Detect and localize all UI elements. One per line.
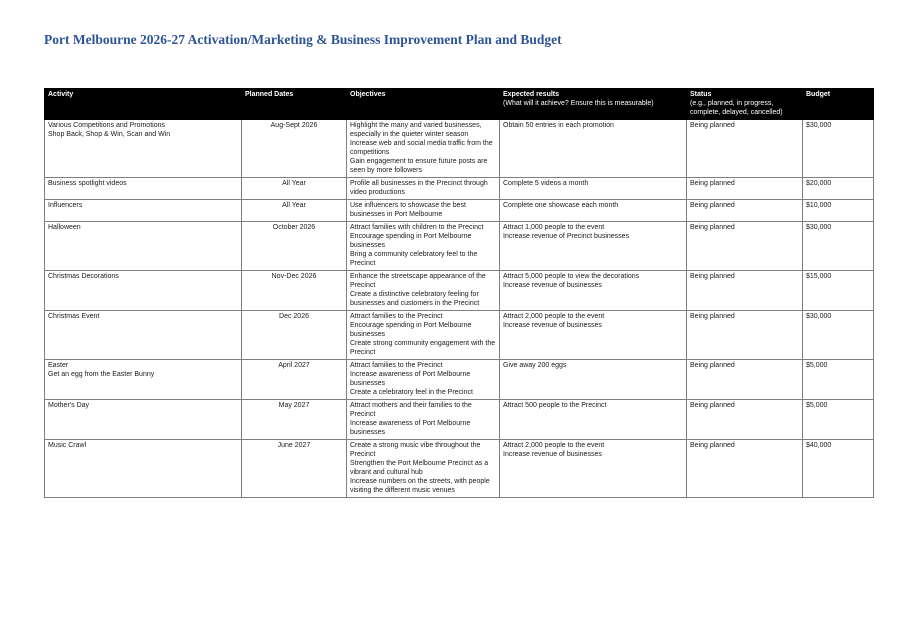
budget-line: $30,000: [806, 313, 832, 320]
cell-objectives: [347, 360, 500, 400]
objective-line: Create strong community engagement with the Precinct: [350, 340, 496, 356]
objective-line: Increase numbers on the streets, with people visiting the different music venues: [350, 478, 490, 494]
cell-expected-results: [500, 440, 687, 498]
cell-status: [687, 222, 803, 271]
table-row: [45, 360, 874, 400]
cell-planned-dates: [242, 440, 347, 498]
page-title: Port Melbourne 2026-27 Activation/Marketing & Business Improvement Plan and Budget: [44, 32, 562, 48]
budget-line: $20,000: [806, 180, 832, 187]
cell-activity: [45, 200, 242, 222]
header-expected-results-label: Expected results: [503, 91, 560, 98]
cell-objectives: [347, 222, 500, 271]
activity-line: Influencers: [48, 202, 83, 209]
cell-expected-results: [500, 360, 687, 400]
cell-expected-results: [500, 200, 687, 222]
cell-status: [687, 120, 803, 178]
cell-objectives: [347, 311, 500, 360]
cell-status: [687, 440, 803, 498]
objective-line: Attract families to the Precinct: [350, 313, 443, 320]
objective-line: Bring a community celebratory feel to the Precinct: [350, 251, 478, 267]
budget-line: $15,000: [806, 273, 832, 280]
cell-objectives: [347, 120, 500, 178]
cell-status: [687, 400, 803, 440]
table-row: [45, 311, 874, 360]
cell-activity: [45, 178, 242, 200]
cell-budget: [803, 222, 874, 271]
objective-line: Gain engagement to ensure future posts are seen by more followers: [350, 158, 488, 174]
status-line: Being planned: [690, 362, 735, 369]
table-header: [45, 89, 874, 120]
header-planned-dates-label: Planned Dates: [245, 91, 294, 98]
expected-result-line: Increase revenue of businesses: [503, 451, 602, 458]
plan-budget-table: [44, 88, 874, 498]
planned-dates-line: April 2027: [278, 362, 310, 369]
cell-status: [687, 178, 803, 200]
activity-line: Music Crawl: [48, 442, 87, 449]
cell-expected-results: [500, 400, 687, 440]
objective-line: Attract families to the Precinct: [350, 362, 443, 369]
expected-result-line: Give away 200 eggs: [503, 362, 567, 369]
cell-expected-results: [500, 222, 687, 271]
cell-objectives: [347, 178, 500, 200]
expected-result-line: Complete one showcase each month: [503, 202, 619, 209]
planned-dates-line: All Year: [282, 202, 306, 209]
cell-activity: [45, 311, 242, 360]
expected-result-line: Attract 2,000 people to the event: [503, 442, 605, 449]
cell-expected-results: [500, 178, 687, 200]
table-row: [45, 120, 874, 178]
objective-line: Highlight the many and varied businesses, especially in the quieter winter season: [350, 122, 482, 138]
expected-result-line: Increase revenue of Precinct businesses: [503, 233, 630, 240]
activity-line: Christmas Event: [48, 313, 100, 320]
cell-status: [687, 271, 803, 311]
planned-dates-line: Nov-Dec 2026: [271, 273, 317, 280]
status-line: Being planned: [690, 442, 735, 449]
expected-result-line: Attract 2,000 people to the event: [503, 313, 605, 320]
cell-activity: [45, 120, 242, 178]
planned-dates-line: All Year: [282, 180, 306, 187]
activity-line: Various Competitions and Promotions: [48, 122, 165, 129]
table-row: [45, 178, 874, 200]
planned-dates-line: October 2026: [272, 224, 316, 231]
header-objectives: [347, 89, 500, 120]
budget-line: $40,000: [806, 442, 832, 449]
status-line: Being planned: [690, 224, 735, 231]
activity-line: Halloween: [48, 224, 81, 231]
cell-planned-dates: [242, 360, 347, 400]
budget-line: $30,000: [806, 122, 832, 129]
cell-planned-dates: [242, 200, 347, 222]
status-line: Being planned: [690, 180, 735, 187]
activity-line: Shop Back, Shop & Win, Scan and Win: [48, 131, 171, 138]
cell-expected-results: [500, 120, 687, 178]
status-line: Being planned: [690, 122, 735, 129]
cell-status: [687, 311, 803, 360]
objective-line: Attract mothers and their families to the Precinct: [350, 402, 472, 418]
objective-line: Create a celebratory feel in the Precinct: [350, 389, 473, 396]
header-status-label: Status: [690, 91, 712, 98]
cell-budget: [803, 311, 874, 360]
cell-budget: [803, 178, 874, 200]
activity-line: Get an egg from the Easter Bunny: [48, 371, 155, 378]
cell-expected-results: [500, 271, 687, 311]
expected-result-line: Attract 500 people to the Precinct: [503, 402, 607, 409]
table-row: [45, 400, 874, 440]
cell-planned-dates: [242, 222, 347, 271]
expected-result-line: Complete 5 videos a month: [503, 180, 589, 187]
header-budget-label: Budget: [806, 91, 831, 98]
expected-result-line: Attract 1,000 people to the event: [503, 224, 605, 231]
table-body: [45, 120, 874, 498]
table-row: [45, 222, 874, 271]
cell-status: [687, 360, 803, 400]
cell-activity: [45, 440, 242, 498]
cell-planned-dates: [242, 271, 347, 311]
header-expected-results-sub: (What will it achieve? Ensure this is measurable): [503, 100, 654, 107]
cell-budget: [803, 271, 874, 311]
cell-activity: [45, 222, 242, 271]
expected-result-line: Increase revenue of businesses: [503, 282, 602, 289]
budget-line: $30,000: [806, 224, 832, 231]
header-status: [687, 89, 803, 120]
cell-activity: [45, 360, 242, 400]
objective-line: Encourage spending in Port Melbourne businesses: [350, 233, 472, 249]
objective-line: Enhance the streetscape appearance of the Precinct: [350, 273, 486, 289]
planned-dates-line: May 2027: [278, 402, 310, 409]
objective-line: Increase awareness of Port Melbourne businesses: [350, 420, 471, 436]
budget-line: $10,000: [806, 202, 832, 209]
objective-line: Strengthen the Port Melbourne Precinct as a vibrant and cultural hub: [350, 460, 489, 476]
cell-budget: [803, 440, 874, 498]
activity-line: Business spotlight videos: [48, 180, 127, 187]
cell-budget: [803, 120, 874, 178]
cell-objectives: [347, 271, 500, 311]
expected-result-line: Attract 5,000 people to view the decorations: [503, 273, 640, 280]
planned-dates-line: June 2027: [277, 442, 311, 449]
cell-planned-dates: [242, 400, 347, 440]
objective-line: Encourage spending in Port Melbourne businesses: [350, 322, 472, 338]
cell-objectives: [347, 400, 500, 440]
table-row: [45, 200, 874, 222]
cell-planned-dates: [242, 178, 347, 200]
header-objectives-label: Objectives: [350, 91, 386, 98]
planned-dates-line: Aug-Sept 2026: [270, 122, 318, 129]
status-line: Being planned: [690, 273, 735, 280]
status-line: Being planned: [690, 402, 735, 409]
header-row: [45, 89, 874, 120]
objective-line: Increase web and social media traffic from the competitions: [350, 140, 493, 156]
cell-status: [687, 200, 803, 222]
budget-line: $5,000: [806, 402, 828, 409]
header-expected-results: [500, 89, 687, 120]
activity-line: Christmas Decorations: [48, 273, 119, 280]
activity-line: Mother's Day: [48, 402, 90, 409]
cell-budget: [803, 360, 874, 400]
header-activity: [45, 89, 242, 120]
objective-line: Increase awareness of Port Melbourne businesses: [350, 371, 471, 387]
cell-activity: [45, 271, 242, 311]
status-line: Being planned: [690, 313, 735, 320]
objective-line: Create a distinctive celebratory feeling for businesses and customers in the Precinct: [350, 291, 480, 307]
cell-budget: [803, 400, 874, 440]
header-status-sub: (e.g., planned, in progress, complete, delayed, cancelled): [690, 100, 783, 116]
cell-objectives: [347, 200, 500, 222]
cell-budget: [803, 200, 874, 222]
cell-planned-dates: [242, 311, 347, 360]
objective-line: Use influencers to showcase the best businesses in Port Melbourne: [350, 202, 466, 218]
objective-line: Attract families with children to the Precinct: [350, 224, 484, 231]
table-row: [45, 271, 874, 311]
status-line: Being planned: [690, 202, 735, 209]
cell-activity: [45, 400, 242, 440]
cell-planned-dates: [242, 120, 347, 178]
budget-line: $5,000: [806, 362, 828, 369]
table-row: [45, 440, 874, 498]
expected-result-line: Increase revenue of businesses: [503, 322, 602, 329]
header-planned-dates: [242, 89, 347, 120]
header-activity-label: Activity: [48, 91, 74, 98]
objective-line: Profile all businesses in the Precinct through video productions: [350, 180, 488, 196]
planned-dates-line: Dec 2026: [279, 313, 309, 320]
cell-expected-results: [500, 311, 687, 360]
header-budget: [803, 89, 874, 120]
expected-result-line: Obtain 50 entries in each promotion: [503, 122, 614, 129]
cell-objectives: [347, 440, 500, 498]
activity-line: Easter: [48, 362, 69, 369]
objective-line: Create a strong music vibe throughout the Precinct: [350, 442, 481, 458]
